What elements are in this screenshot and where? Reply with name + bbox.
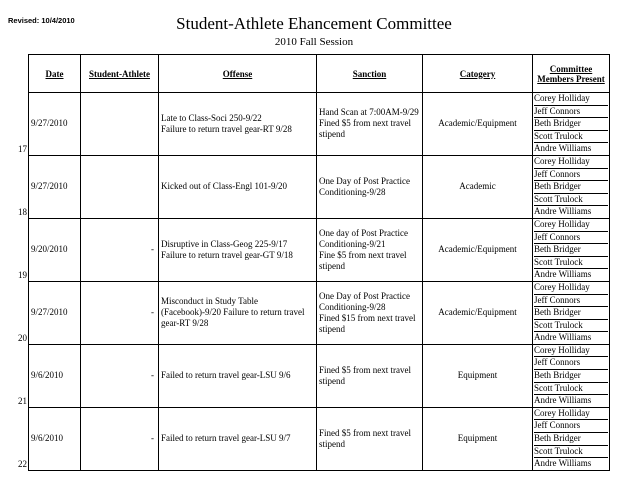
table-row (29, 281, 610, 344)
date-cell-text: 9/6/2010 (31, 433, 64, 444)
member-name: Andre Williams (534, 458, 592, 469)
member-name: Beth Bridger (534, 307, 608, 320)
member-name: Scott Trulock (534, 257, 608, 270)
student-athlete-cell (81, 281, 159, 344)
sanction-cell (317, 281, 423, 344)
table-row (29, 218, 610, 281)
table-row (29, 407, 610, 470)
member-name: Scott Trulock (534, 194, 608, 207)
page-title: Student-Athlete Ehancement Committee (176, 14, 452, 33)
revised-date: Revised: 10/4/2010 (8, 16, 75, 25)
date-cell (18, 281, 81, 344)
category-cell-text: Academic/Equipment (438, 244, 517, 255)
offense-cell (159, 281, 317, 344)
member-name: Beth Bridger (534, 370, 608, 383)
student-athlete-cell-text: - (151, 244, 154, 255)
member-name: Jeff Connors (534, 420, 608, 433)
date-cell-text: 9/27/2010 (31, 181, 68, 192)
sanction-cell-text: Fined $5 from next travel stipend (319, 427, 411, 449)
offense-cell-text: Failed to return travel gear-LSU 9/6 (161, 370, 291, 381)
member-name: Corey Holliday (534, 93, 608, 106)
member-name: Andre Williams (534, 143, 592, 154)
offense-cell (159, 155, 317, 218)
members-cell (533, 281, 610, 344)
column-header-category: Catogery (423, 55, 533, 93)
date-cell (18, 218, 81, 281)
table-row (29, 344, 610, 407)
member-name: Beth Bridger (534, 433, 608, 446)
offense-cell-text: Misconduct in Study Table (Facebook)-9/20 Failure to return travel gear-RT 9/28 (161, 296, 305, 329)
row-number: 17 (18, 143, 27, 154)
members-cell (533, 407, 610, 470)
member-name: Jeff Connors (534, 232, 608, 245)
sanction-cell-text: Hand Scan at 7:00AM-9/29 Fined $5 from next travel stipend (319, 107, 419, 140)
member-name: Scott Trulock (534, 320, 608, 333)
table-row (29, 155, 610, 218)
members-cell (533, 93, 610, 156)
sanction-cell (317, 155, 423, 218)
member-name: Jeff Connors (534, 295, 608, 308)
member-name: Corey Holliday (534, 408, 608, 421)
category-cell-text: Equipment (457, 370, 498, 381)
member-name: Andre Williams (534, 269, 592, 280)
page-subtitle: 2010 Fall Session (274, 36, 354, 48)
student-athlete-cell (81, 93, 159, 156)
offense-cell-text: Late to Class-Soci 250-9/22 Failure to return travel gear-RT 9/28 (161, 112, 292, 134)
member-name: Andre Williams (534, 395, 592, 406)
category-cell-text: Academic/Equipment (438, 118, 517, 129)
member-name: Corey Holliday (534, 156, 608, 169)
category-cell-text: Academic (459, 181, 496, 192)
member-name: Jeff Connors (534, 169, 608, 182)
offense-cell-text: Disruptive in Class-Geog 225-9/17 Failure to return travel gear-GT 9/18 (161, 238, 293, 260)
date-cell-text: 9/6/2010 (31, 370, 64, 381)
member-name: Andre Williams (534, 206, 592, 217)
row-number: 19 (18, 269, 27, 280)
member-name: Scott Trulock (534, 383, 608, 396)
student-athlete-cell (81, 344, 159, 407)
row-number: 21 (18, 395, 27, 406)
member-name: Jeff Connors (534, 106, 608, 119)
date-cell (18, 93, 81, 156)
members-cell (533, 344, 610, 407)
date-cell-text: 9/27/2010 (31, 307, 68, 318)
date-cell-text: 9/20/2010 (31, 244, 68, 255)
row-number: 20 (18, 332, 27, 343)
sanction-cell (317, 407, 423, 470)
sanction-cell-text: One day of Post Practice Conditioning-9/21 Fine $5 from next travel stipend (319, 227, 408, 271)
member-name: Jeff Connors (534, 357, 608, 370)
member-name: Scott Trulock (534, 131, 608, 144)
offense-cell (159, 344, 317, 407)
members-cell (533, 155, 610, 218)
member-name: Beth Bridger (534, 118, 608, 131)
column-header-date: Date (29, 55, 81, 93)
table-row (29, 93, 610, 156)
member-name: Corey Holliday (534, 219, 608, 232)
offense-cell (159, 218, 317, 281)
student-athlete-cell (81, 218, 159, 281)
offense-cell-text: Kicked out of Class-Engl 101-9/20 (161, 181, 287, 192)
student-athlete-cell (81, 155, 159, 218)
category-cell (423, 155, 533, 218)
date-cell (18, 407, 81, 470)
category-cell-text: Academic/Equipment (438, 307, 517, 318)
date-cell (18, 155, 81, 218)
member-name: Beth Bridger (534, 244, 608, 257)
offense-cell-text: Failed to return travel gear-LSU 9/7 (161, 433, 291, 444)
member-name: Scott Trulock (534, 446, 608, 459)
category-cell (423, 93, 533, 156)
offense-cell (159, 93, 317, 156)
offense-cell (159, 407, 317, 470)
student-athlete-cell-text: - (151, 433, 154, 444)
members-cell (533, 218, 610, 281)
column-header-sanction: Sanction (317, 55, 423, 93)
sanction-cell-text: Fined $5 from next travel stipend (319, 364, 411, 386)
sanction-cell-text: One Day of Post Practice Conditioning-9/28 Fined $15 from next travel stipend (319, 290, 416, 334)
category-cell-text: Equipment (457, 433, 498, 444)
row-number: 18 (18, 206, 27, 217)
table-header-row (29, 55, 610, 93)
date-cell (18, 344, 81, 407)
category-cell (423, 407, 533, 470)
column-header-student-athlete: Student-Athlete (81, 55, 159, 93)
sanctions-table (18, 54, 610, 471)
member-name: Corey Holliday (534, 282, 608, 295)
category-cell (423, 344, 533, 407)
category-cell (423, 281, 533, 344)
student-athlete-cell-text: - (151, 307, 154, 318)
member-name: Andre Williams (534, 332, 592, 343)
member-name: Beth Bridger (534, 181, 608, 194)
sanction-cell (317, 344, 423, 407)
sanction-cell-text: One Day of Post Practice Conditioning-9/28 (319, 175, 410, 197)
student-athlete-cell-text: - (151, 370, 154, 381)
sanction-cell (317, 218, 423, 281)
column-header-offense: Offense (159, 55, 317, 93)
date-cell-text: 9/27/2010 (31, 118, 68, 129)
student-athlete-cell (81, 407, 159, 470)
member-name: Corey Holliday (534, 345, 608, 358)
column-header-members: Committee Members Present (533, 55, 610, 93)
sanction-cell (317, 93, 423, 156)
category-cell (423, 218, 533, 281)
row-number: 22 (18, 458, 27, 469)
